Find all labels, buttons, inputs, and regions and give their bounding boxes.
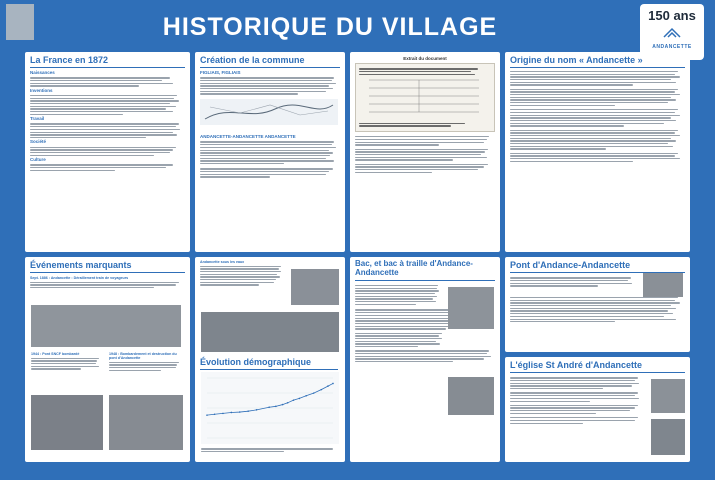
data-point	[275, 406, 277, 408]
map-sketch-icon	[200, 99, 338, 125]
panel-title-evenements: Événements marquants	[30, 260, 185, 273]
document-heading: Extrait du document	[403, 56, 447, 61]
panel-title-france-1872: La France en 1872	[30, 55, 185, 68]
data-point	[293, 399, 295, 401]
data-point	[327, 385, 329, 387]
text-block	[30, 77, 185, 86]
document-table-icon	[359, 76, 491, 116]
data-point	[299, 398, 301, 400]
panel-origine-nom	[505, 52, 690, 252]
photo-flood	[291, 269, 339, 305]
data-point	[247, 410, 249, 412]
text-block	[200, 77, 340, 94]
photo-eglise-interior	[651, 419, 685, 455]
caption-1944: 1944 : Pont SNCF bombardé	[31, 352, 80, 356]
data-point	[287, 402, 289, 404]
panel-bac	[350, 257, 500, 462]
data-point	[282, 404, 284, 406]
data-point	[206, 414, 208, 416]
photo-eglise	[651, 379, 685, 413]
logo-text: ANDANCETTE	[652, 44, 692, 50]
text-block	[355, 284, 442, 307]
panel-title-pont: Pont d'Andance-Andancette	[510, 260, 685, 273]
photo-train-derailment	[31, 305, 181, 347]
text-block	[510, 276, 636, 288]
text-block	[30, 95, 185, 115]
logo-arrows-icon	[660, 25, 684, 39]
section-andancette: ANDANCETTE-ANDANCETTE ANDANCETTE	[200, 134, 296, 140]
photo-bridge-1948	[109, 395, 183, 450]
data-point	[214, 413, 216, 415]
section-culture: Culture	[30, 156, 46, 162]
event-date-line: Sept. 1886 : Andancette : Déraillement train de voyageurs	[30, 276, 129, 280]
data-point	[320, 389, 322, 391]
panel-france-1872	[25, 52, 190, 252]
panel-title-origine: Origine du nom « Andancette »	[510, 55, 685, 68]
photo-bridge-1944	[31, 395, 103, 450]
event-1944	[31, 352, 103, 371]
photo-pont	[643, 273, 683, 297]
page-title-text: HISTORIQUE DU VILLAGE	[162, 13, 498, 41]
data-point	[268, 406, 270, 408]
text-block	[510, 297, 685, 322]
panel-evenements	[25, 257, 190, 462]
panel-title-bac: Bac, et bac à traille d'Andance-Andancette	[355, 260, 495, 281]
logo-number: 150 ans	[648, 8, 696, 23]
panel-creation-commune	[195, 52, 345, 252]
demographic-chart	[201, 372, 339, 444]
data-point	[231, 412, 233, 414]
panel-title-creation: Création de la commune	[200, 55, 340, 68]
data-point	[256, 409, 258, 411]
section-societe: Société	[30, 139, 47, 145]
text-block	[355, 350, 495, 362]
text-block	[510, 71, 685, 162]
panel-evolution	[195, 257, 345, 462]
data-point	[305, 395, 307, 397]
text-block	[355, 136, 495, 173]
page-title	[150, 10, 510, 44]
section-inventions: Inventions	[30, 87, 53, 93]
text-block	[200, 264, 284, 287]
panel-pont	[505, 257, 690, 352]
header-photo	[6, 4, 34, 40]
data-point	[332, 383, 334, 385]
data-point	[239, 411, 241, 413]
panel-eglise	[505, 357, 690, 462]
flood-caption: Andancette sous les eaux	[200, 260, 245, 264]
section-naissances: Naissances	[30, 70, 55, 75]
text-block	[30, 164, 185, 171]
section-figliais: FIGLIAIS, FIGLIAIS	[200, 70, 241, 75]
text-block	[30, 282, 185, 289]
photo-traille	[448, 377, 494, 415]
event-1948	[109, 352, 183, 372]
section-travail: Travail	[30, 116, 45, 122]
text-block	[30, 147, 185, 156]
caption-1948: 1948 : Bombardement et destruction du pont d'Andancette	[109, 352, 177, 361]
panel-title-evolution: Évolution démographique	[200, 357, 338, 370]
data-point	[222, 413, 224, 415]
text-block	[510, 376, 643, 425]
document-scan	[355, 63, 495, 132]
text-block	[200, 141, 340, 164]
data-point	[313, 392, 315, 394]
panel-document-extract	[350, 52, 500, 252]
text-block	[201, 447, 339, 454]
photo-bac	[448, 287, 494, 329]
photo-flood-street	[201, 312, 339, 352]
text-block	[200, 168, 340, 177]
text-block	[30, 123, 185, 138]
panel-title-eglise: L'église St André d'Andancette	[510, 360, 685, 373]
